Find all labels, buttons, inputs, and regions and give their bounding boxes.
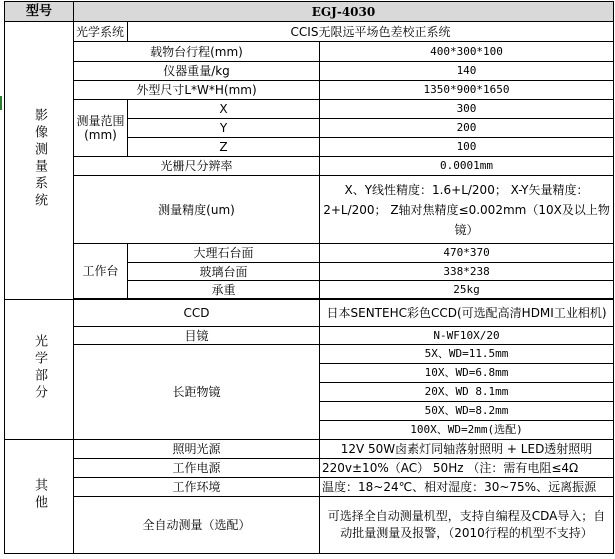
weight-label: 仪器重量/kg: [74, 62, 320, 81]
row-accuracy: [5, 176, 614, 244]
row-optical-system: [5, 22, 614, 42]
size-label: 外型尺寸L*W*H(mm): [74, 81, 320, 100]
eyepiece-label: 目镜: [74, 327, 320, 345]
accuracy-value: X、Y线性精度：1.6+L/200； X-Y矢量精度：2+L/200； Z轴对焦精度≤0.002mm（10X及以上物镜）: [320, 176, 614, 244]
ccd-label: CCD: [74, 300, 320, 327]
row-eyepiece: [5, 327, 614, 345]
lighting-value: 12V 50W卤素灯同轴落射照明 + LED透射照明: [320, 440, 614, 459]
objective-value-1: 5X、WD=11.5mm: [320, 345, 614, 364]
optical-system-label: 光学系统: [74, 22, 128, 42]
travel-label: 载物台行程(mm): [74, 42, 320, 62]
header-row: [5, 2, 614, 22]
row-marker: [0, 96, 2, 110]
range-axis-y: Y: [128, 119, 320, 138]
row-auto: [5, 497, 614, 554]
row-ccd: [5, 300, 614, 327]
environment-value: 温度：18~24℃、相对湿度：30~75%、远离振源: [320, 478, 614, 497]
row-grating: [5, 157, 614, 176]
worktable-name-glass: 玻璃台面: [128, 263, 320, 281]
worktable-value-glass: 338*238: [320, 263, 614, 281]
size-value: 1350*900*1650: [320, 81, 614, 100]
objective-label: 长距物镜: [74, 345, 320, 440]
row-size: [5, 81, 614, 100]
worktable-value-load: 25kg: [320, 281, 614, 299]
weight-value: 140: [320, 62, 614, 81]
ccd-value: 日本SENTEHC彩色CCD(可选配高清HDMI工业相机): [320, 300, 614, 327]
objective-value-2: 10X、WD=6.8mm: [320, 364, 614, 383]
category-imaging: 影像测量系统: [5, 22, 74, 300]
range-label: 测量范围 (mm): [74, 100, 128, 157]
worktable-value-marble: 470*370: [320, 244, 614, 263]
category-optical: 光学部分: [5, 300, 74, 440]
row-objective-1: [5, 345, 614, 364]
category-other: 其他: [5, 440, 74, 554]
row-table-marble: [5, 244, 614, 263]
row-environment: [5, 478, 614, 497]
range-axis-x: X: [128, 100, 320, 119]
model-value: EGJ-4030: [74, 2, 614, 22]
travel-value: 400*300*100: [320, 42, 614, 62]
worktable-name-load: 承重: [128, 281, 320, 299]
objective-value-5: 100X、WD=2mm(选配): [320, 421, 614, 440]
row-power: [5, 459, 614, 478]
lighting-label: 照明光源: [74, 440, 320, 459]
grating-value: 0.0001mm: [320, 157, 614, 176]
power-label: 工作电源: [74, 459, 320, 478]
optical-system-value: CCIS无限远平场色差校正系统: [128, 22, 614, 42]
range-value-z: 100: [320, 138, 614, 157]
worktable-label: 工作台: [74, 244, 128, 299]
power-value: 220v±10%（AC） 50Hz （注：需有电阻≤4Ω: [320, 459, 614, 478]
objective-value-4: 50X、WD=8.2mm: [320, 402, 614, 421]
accuracy-label: 测量精度(um): [74, 176, 320, 244]
range-value-y: 200: [320, 119, 614, 138]
row-range-x: [5, 100, 614, 119]
environment-label: 工作环境: [74, 478, 320, 497]
auto-value: 可选择全自动测量机型，支持自编程及CDA导入；自动批量测量及报警，（2010行程的机型不支持）: [320, 497, 614, 554]
auto-label: 全自动测量（选配）: [74, 497, 320, 554]
grating-label: 光栅尺分辨率: [74, 157, 320, 176]
range-axis-z: Z: [128, 138, 320, 157]
worktable-name-marble: 大理石台面: [128, 244, 320, 263]
model-key: 型号: [5, 2, 74, 22]
row-travel: [5, 42, 614, 62]
eyepiece-value: N-WF10X/20: [320, 327, 614, 345]
objective-value-3: 20X、WD 8.1mm: [320, 383, 614, 402]
row-weight: [5, 62, 614, 81]
row-lighting: [5, 440, 614, 459]
spec-table: [4, 1, 614, 554]
range-value-x: 300: [320, 100, 614, 119]
